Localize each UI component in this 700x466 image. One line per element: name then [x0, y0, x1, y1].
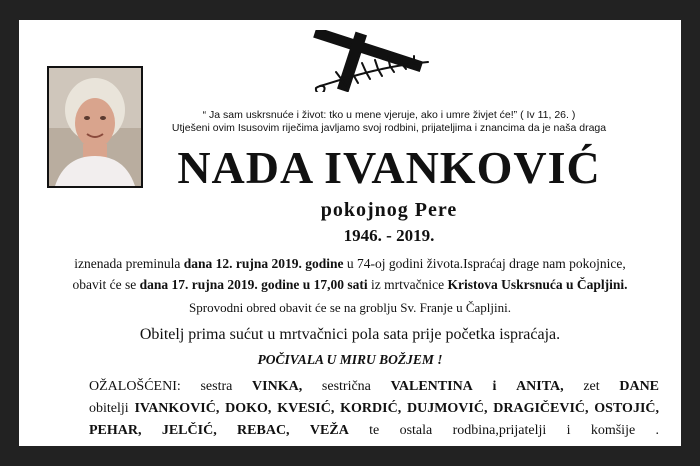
condolences-line: Obitelj prima sućut u mrtvačnici pola sata prije početka ispraćaja.: [139, 326, 561, 343]
announcement-intro: Utješeni ovim Isusovim riječima javljamo svoj rodbini, prijateljima i znancima da je naša draga: [171, 122, 607, 134]
mourners-label: OŽALOŠĆENI:: [89, 379, 181, 394]
mourners-line-3: [89, 420, 659, 441]
family-name: VEŽA: [309, 423, 349, 438]
farewell-time: u 17,00 sati: [302, 277, 368, 292]
mourner-name: VINKA,: [252, 379, 303, 394]
rest-in-peace: POČIVALA U MIRU BOŽJEM !: [257, 352, 443, 367]
farewell-place: Kristova Uskrsnuća u Čapljini.: [447, 277, 628, 292]
mourner-conjunction: i: [492, 379, 497, 394]
mourners-closing: te ostala rodbina,prijatelji i komšije .: [369, 423, 660, 438]
life-years: 1946. - 2019.: [343, 226, 435, 245]
family-name: IVANKOVIĆ,: [134, 401, 220, 416]
farewell-line: [19, 276, 681, 294]
cross-with-palm-icon: [302, 30, 432, 92]
mourner-name: ANITA,: [516, 379, 564, 394]
farewell-mid: iz mrtvačnice: [371, 277, 445, 292]
farewell-date: dana 17. rujna 2019. godine: [139, 277, 300, 292]
father-name: pokojnog Pere: [320, 199, 458, 221]
family-name: KORDIĆ,: [340, 401, 402, 416]
deceased-portrait: [47, 66, 143, 188]
burial-line: Sprovodni obred obavit će se na groblju Sv. Franje u Čapljini.: [189, 300, 511, 315]
mourner-name: VALENTINA: [390, 379, 473, 394]
family-name: DOKO,: [225, 401, 272, 416]
family-name: KVESIĆ,: [277, 401, 335, 416]
death-post: u 74-oj godini života.Ispraćaj drage nam pokojnice,: [346, 256, 626, 271]
mourner-relation: sestrična: [321, 379, 371, 394]
family-name: JELČIĆ,: [161, 423, 217, 438]
death-pre: iznenada preminula: [74, 256, 181, 271]
family-name: DUJMOVIĆ,: [406, 401, 488, 416]
obituary-card: [19, 20, 681, 446]
mourner-relation: zet: [583, 379, 600, 394]
family-name: REBAC,: [237, 423, 290, 438]
mourner-relation: sestra: [200, 379, 233, 394]
mourner-name: DANE: [619, 379, 660, 394]
death-date: dana 12. rujna 2019. godine: [183, 256, 344, 271]
farewell-pre: obavit će se: [72, 277, 137, 292]
family-name: PEHAR,: [89, 423, 142, 438]
bible-quote: “ Ja sam uskrsnuće i život: tko u mene vjeruje, ako i umre živjet će!” ( Iv 11, 26. ): [202, 109, 576, 121]
mourners-line-1: [89, 376, 659, 397]
mourners-line-2: [89, 398, 659, 419]
mourner-relation: obitelji: [89, 401, 129, 416]
death-notice-line: [19, 255, 681, 273]
deceased-name: NADA IVANKOVIĆ: [177, 142, 601, 193]
family-name: DRAGIČEVIĆ,: [493, 401, 589, 416]
family-name: OSTOJIĆ,: [594, 401, 660, 416]
